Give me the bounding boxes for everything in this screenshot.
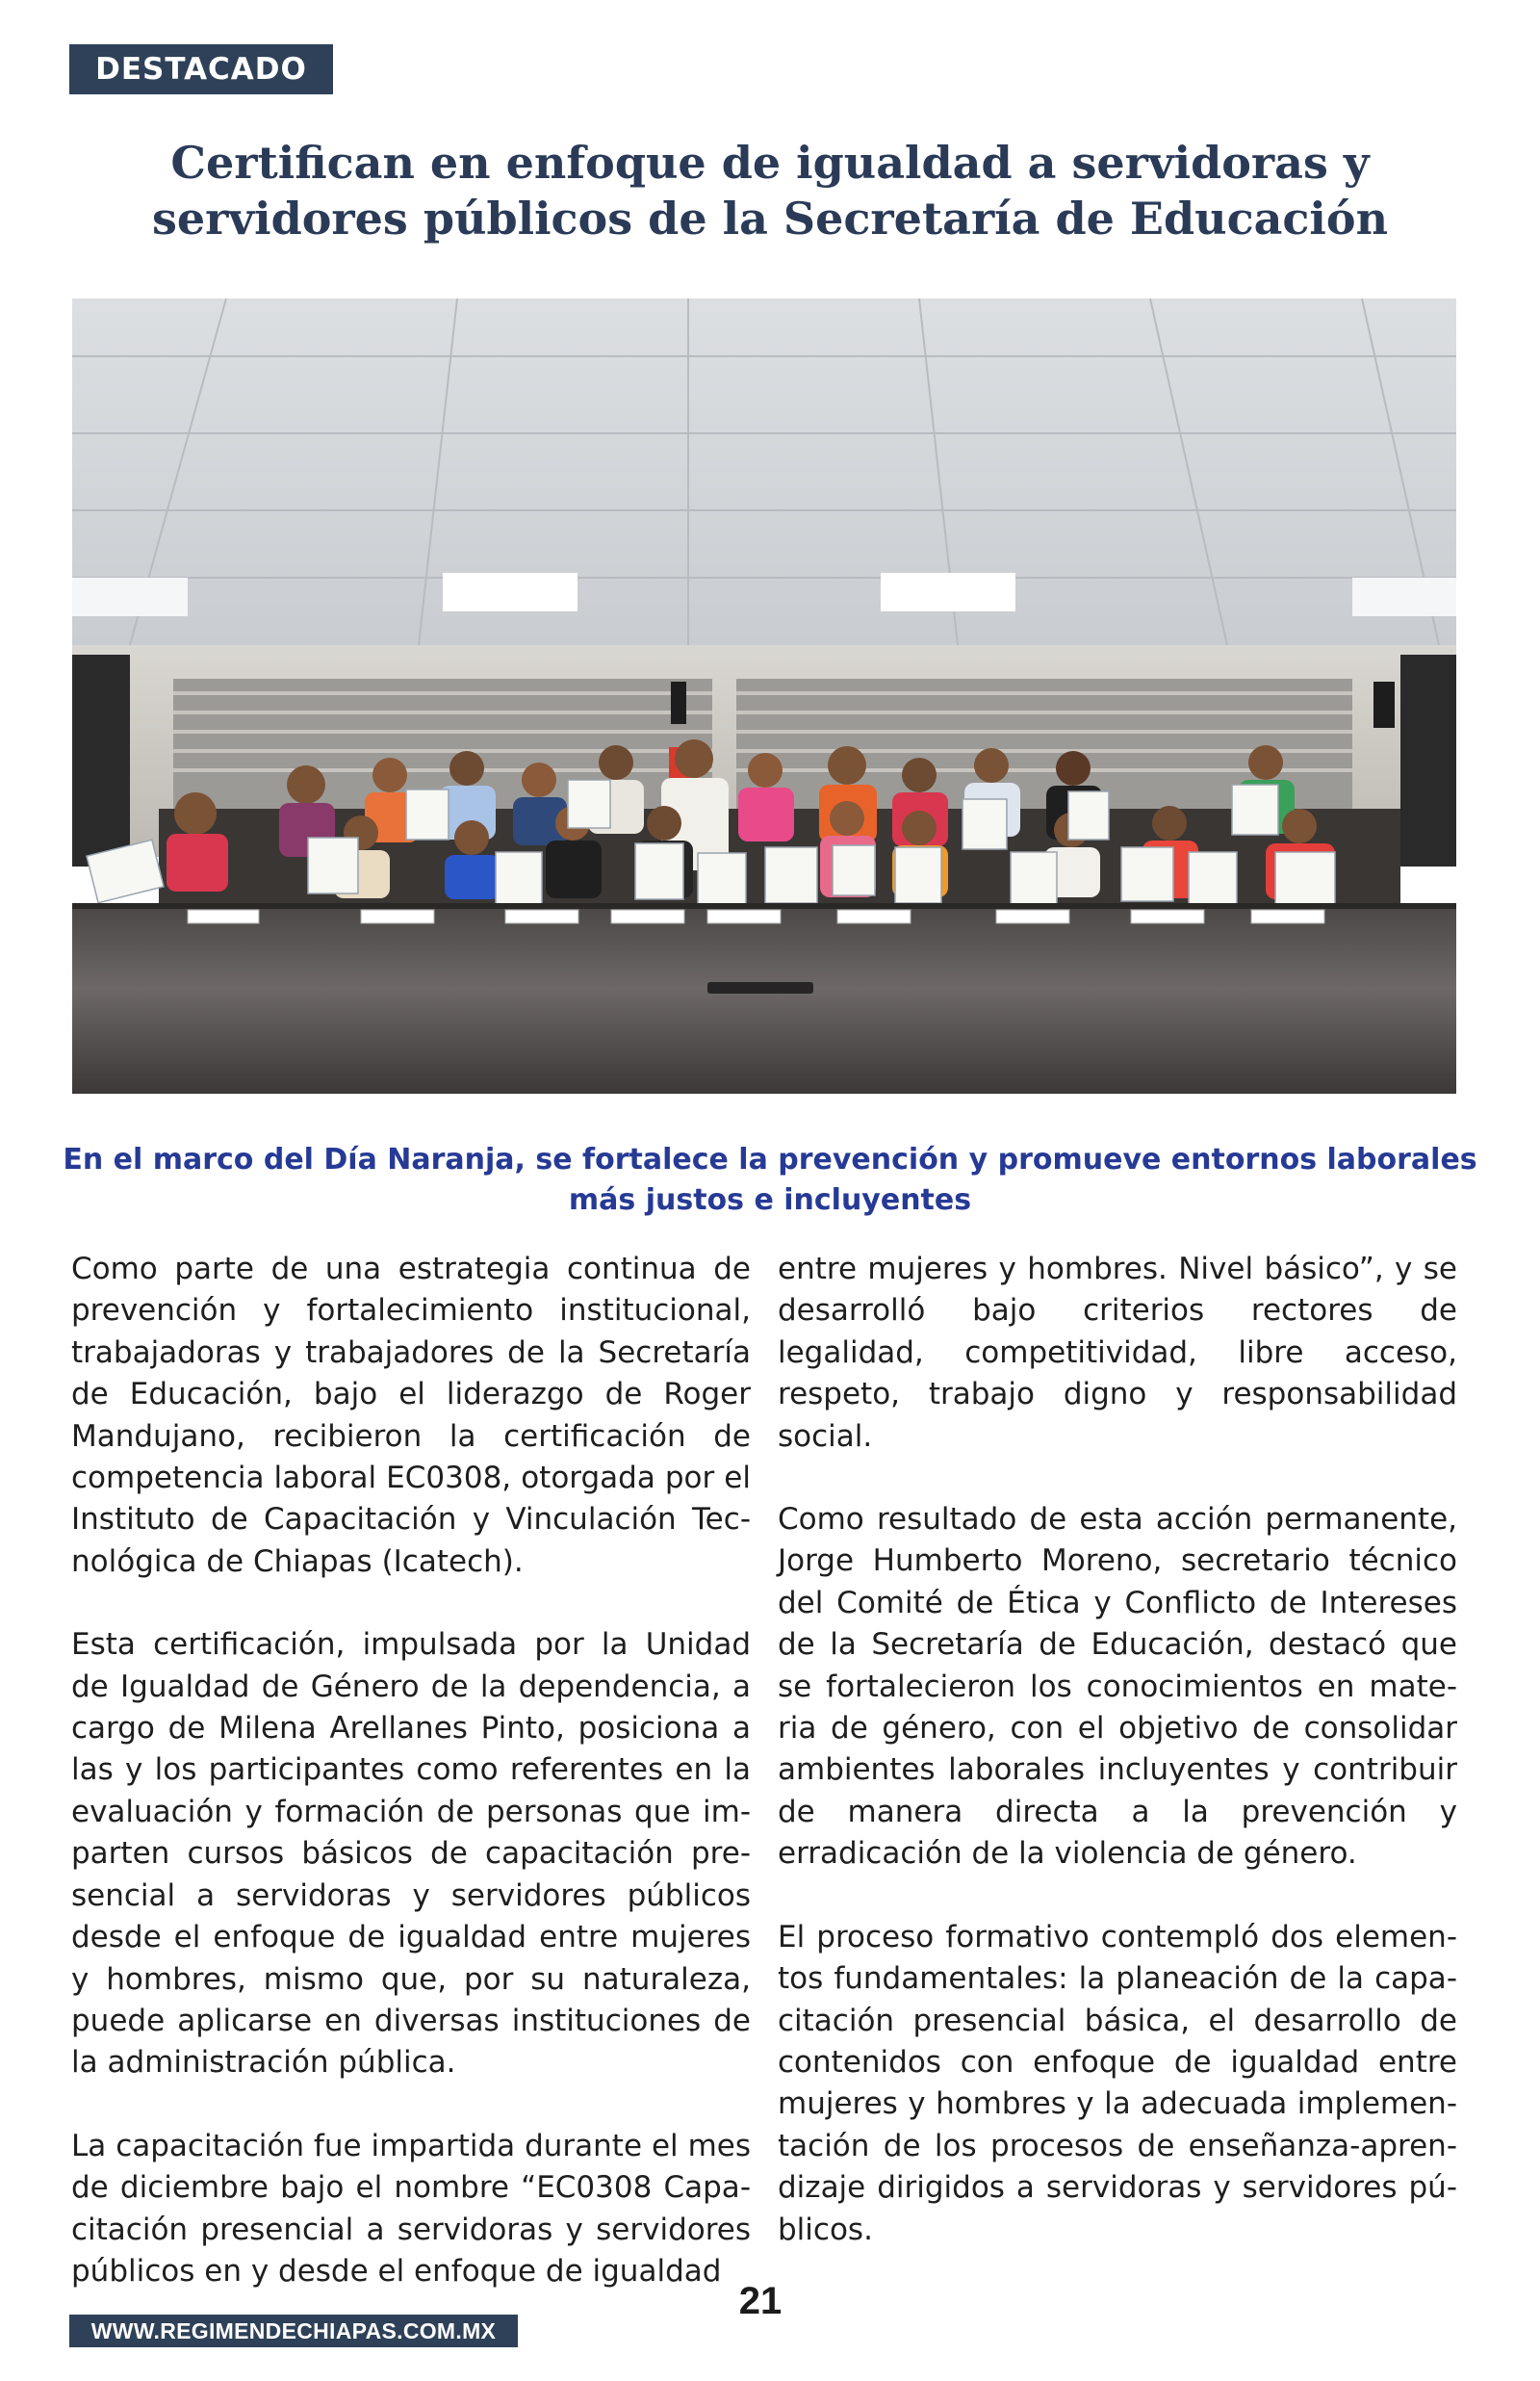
group-photo [72,298,1456,1094]
article-subtitle: En el marco del Día Naranja, se fortalece la prevención y promueve entornos laborales más justos e incluyentes [63,1143,1477,1217]
paragraph: El proceso formativo contempló dos elementos fundamentales: la planeación de la capacitación presencial básica, el desarrollo de contenidos con enfoque de igualdad entre mujeres y hombres y la adecuada implementación de los procesos de enseñanza-aprendizaje dirigidos a servidoras y servidores públicos. [778,1919,1457,2247]
paragraph: La capacitación fue impartida durante el mes de diciembre bajo el nombre “EC0308 Capacitación presencial a servidoras y servidores públicos en y desde el enfoque de igualdad [71,2128,751,2289]
section-tag: DESTACADO [69,44,333,94]
page-number: 21 [738,2280,783,2322]
paragraph: Como parte de una estrategia continua de prevención y fortalecimiento institucional, trabajadoras y trabajadores de la Secretaría de Educación, bajo el liderazgo de Roger Mandujano, recibieron la certificación de competencia laboral EC0308, otorgada por el Instituto de Capacitación y Vinculación Tecnológica de Chiapas (Icatech). [71,1252,751,1579]
body-column-right [778,1249,1457,2292]
article-headline: Certifican en enfoque de igualdad a servidoras y servidores públicos de la Secretaría de Educación [151,137,1389,245]
paragraph: Esta certificación, impulsada por la Unidad de Igualdad de Género de la dependencia, a cargo de Milena Arellanes Pinto, posiciona a las y los participantes como referentes en la evaluación y formación de personas que imparten cursos básicos de capacitación presencial a servidoras y servidores públicos desde el enfoque de igualdad entre mujeres y hombres, mismo que, por su naturaleza, puede aplicarse en diversas instituciones de la administración pública. [71,1627,751,2081]
group-photo-image [72,298,1456,1094]
paragraph: Como resultado de esta acción permanente, Jorge Humberto Moreno, secretario técnico del Comité de Ética y Conflicto de Intereses de la Secretaría de Educación, destacó que se fortalecieron los conocimientos en materia de género, con el objetivo de consolidar ambientes laborales incluyentes y contribuir de manera directa a la prevención y erradicación de la violencia de género. [778,1502,1457,1872]
body-column-left [71,1249,751,2334]
paragraph: entre mujeres y hombres. Nivel básico”, y se desarrolló bajo criterios rectores de legalidad, competitividad, libre acceso, respeto, trabajo digno y responsabilidad social. [778,1252,1457,1454]
website-link[interactable]: WWW.REGIMENDECHIAPAS.COM.MX [69,2315,518,2347]
